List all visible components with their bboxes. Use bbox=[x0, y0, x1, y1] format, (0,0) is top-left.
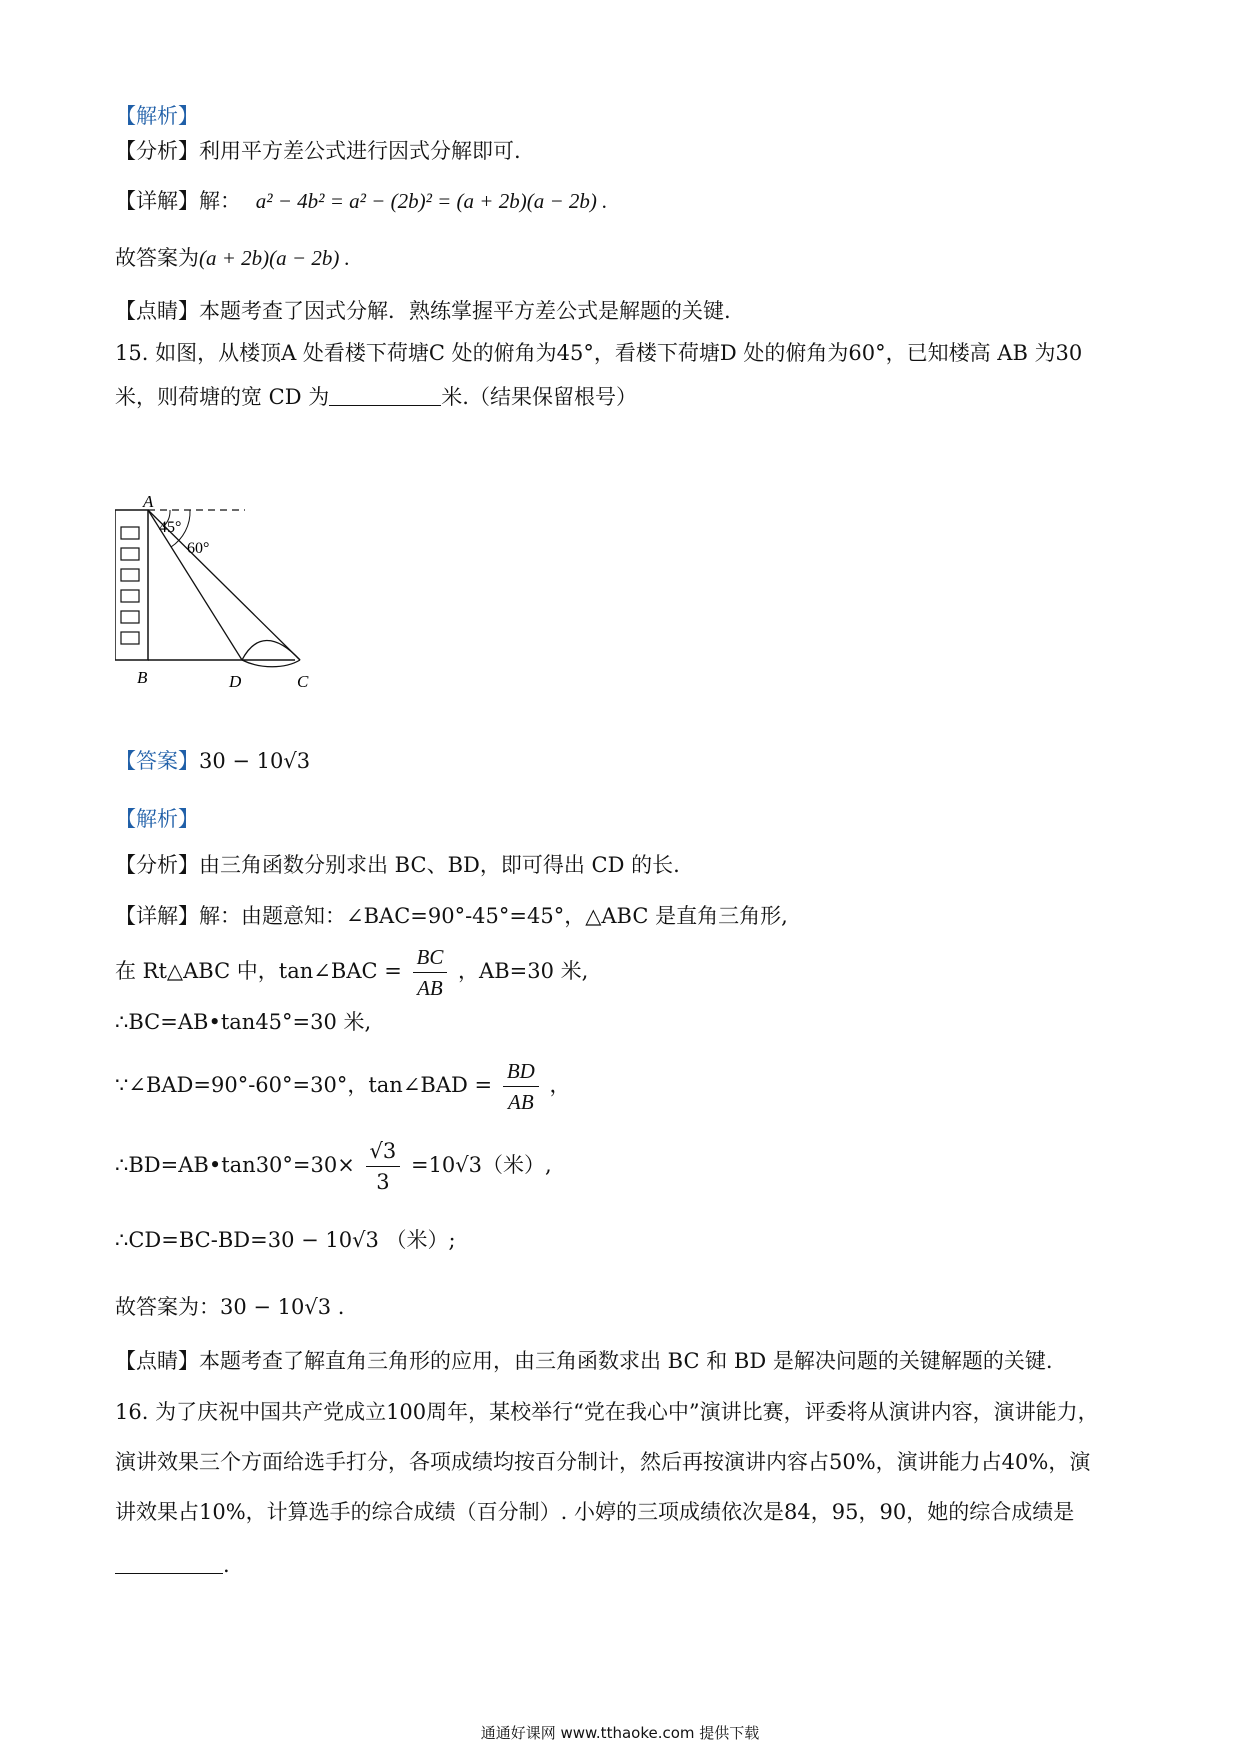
xiangjie-tag: 【详解】 bbox=[115, 904, 199, 928]
step2-b: ，AB=30 米, bbox=[458, 959, 589, 983]
fenxi-14 bbox=[115, 136, 521, 166]
label-angle-60: 60° bbox=[187, 540, 210, 557]
step4-a: ∵∠BAD=90°-60°=30°，tan∠BAD = bbox=[115, 1073, 493, 1097]
step6: ∴CD=BC-BD=30 − 10√3 （米）; bbox=[115, 1228, 456, 1252]
analysis-tag-15: 【解析】 bbox=[115, 807, 199, 831]
building-windows bbox=[121, 527, 139, 644]
dianjing-tag: 【点睛】 bbox=[115, 299, 199, 323]
fraction-sqrt3-3 bbox=[366, 1136, 401, 1197]
dianjing-14 bbox=[115, 296, 731, 326]
q16-line3: 讲效果占10%，计算选手的综合成绩（百分制）. 小婷的三项成绩依次是84，95，90，她的综合成绩是 bbox=[115, 1500, 1075, 1524]
label-c: C bbox=[297, 672, 309, 691]
xiangjie-prefix: 解： bbox=[199, 189, 241, 213]
answer-blank[interactable] bbox=[115, 1553, 223, 1574]
answer-blank[interactable] bbox=[329, 385, 441, 406]
q16-end: . bbox=[223, 1553, 230, 1577]
step2-a: 在 Rt△ABC 中，tan∠BAC = bbox=[115, 959, 402, 983]
analysis-tag-14: 【解析】 bbox=[115, 104, 199, 128]
fraction-den: 3 bbox=[376, 1170, 390, 1194]
footer-source: 通通好课网 www.tthaoke.com 提供下载 bbox=[480, 1724, 760, 1742]
xiangjie-15 bbox=[115, 901, 788, 931]
answer-formula: (a + 2b)(a − 2b) . bbox=[199, 246, 350, 270]
xiangjie-14 bbox=[115, 186, 607, 216]
answer-14 bbox=[115, 243, 350, 273]
label-d: D bbox=[229, 672, 242, 691]
step5-a: ∴BD=AB•tan30°=30× bbox=[115, 1153, 355, 1177]
factor-formula: a² − 4b² = a² − (2b)² = (a + 2b)(a − 2b) . bbox=[255, 189, 608, 213]
step5-b: =10√3（米）, bbox=[410, 1153, 552, 1177]
fenxi-tag: 【分析】 bbox=[115, 853, 199, 877]
pond-bottom bbox=[242, 660, 300, 667]
step3: ∴BC=AB•tan45°=30 米, bbox=[115, 1010, 372, 1034]
fenxi-15 bbox=[115, 850, 680, 880]
fraction-den: AB bbox=[417, 976, 443, 1000]
answer-tag: 【答案】 bbox=[115, 749, 199, 773]
answer-value: 30 − 10√3 bbox=[199, 749, 311, 773]
stem-line2-a: 米，则荷塘的宽 CD 为 bbox=[115, 385, 330, 409]
label-angle-45: 45° bbox=[159, 519, 182, 536]
step2 bbox=[115, 942, 588, 1003]
dianjing-text: 本题考查了解直角三角形的应用，由三角函数求出 BC 和 BD 是解决问题的关键解题的关键. bbox=[199, 1349, 1053, 1373]
step4 bbox=[115, 1056, 571, 1117]
fraction-num: √3 bbox=[366, 1136, 401, 1167]
answer-prefix: 故答案为 bbox=[115, 246, 199, 270]
building-pond-figure bbox=[115, 455, 385, 695]
fenxi-tag: 【分析】 bbox=[115, 139, 199, 163]
q16-line4 bbox=[115, 1550, 230, 1580]
fraction-bc-ab bbox=[413, 942, 448, 1003]
q15-stem-line1: 15. 如图，从楼顶A 处看楼下荷塘C 处的俯角为45°，看楼下荷塘D 处的俯角为60°，已知楼高 AB 为30 bbox=[115, 341, 1083, 365]
fraction-bd-ab bbox=[503, 1056, 539, 1117]
step5 bbox=[115, 1136, 552, 1197]
fenxi-text: 由三角函数分别求出 BC、BD，即可得出 CD 的长. bbox=[199, 853, 680, 877]
building-outline bbox=[115, 510, 148, 660]
label-b: B bbox=[137, 668, 148, 687]
q15-stem-line2 bbox=[115, 382, 637, 412]
step4-b: ， bbox=[549, 1073, 571, 1097]
pond-top bbox=[242, 640, 300, 660]
xiangjie-tag: 【详解】 bbox=[115, 189, 199, 213]
dianjing-text: 本题考查了因式分解．熟练掌握平方差公式是解题的关键. bbox=[199, 299, 731, 323]
step7: 故答案为：30 − 10√3 . bbox=[115, 1295, 345, 1319]
fenxi-text: 利用平方差公式进行因式分解即可. bbox=[199, 139, 521, 163]
label-a: A bbox=[143, 492, 154, 511]
fraction-num: BC bbox=[413, 942, 448, 973]
fraction-den: AB bbox=[508, 1090, 534, 1114]
q16-line2: 演讲效果三个方面给选手打分，各项成绩均按百分制计，然后再按演讲内容占50%，演讲能力占40%，演 bbox=[115, 1450, 1091, 1474]
dianjing-tag: 【点睛】 bbox=[115, 1349, 199, 1373]
fraction-num: BD bbox=[503, 1056, 539, 1087]
answer-15 bbox=[115, 746, 310, 776]
stem-line2-b: 米.（结果保留根号） bbox=[441, 385, 637, 409]
dianjing-15 bbox=[115, 1346, 1053, 1376]
step1: 解：由题意知：∠BAC=90°-45°=45°，△ABC 是直角三角形, bbox=[199, 904, 788, 928]
q16-line1: 16. 为了庆祝中国共产党成立100周年，某校举行“党在我心中”演讲比赛，评委将从演讲内容，演讲能力， bbox=[115, 1400, 1099, 1424]
